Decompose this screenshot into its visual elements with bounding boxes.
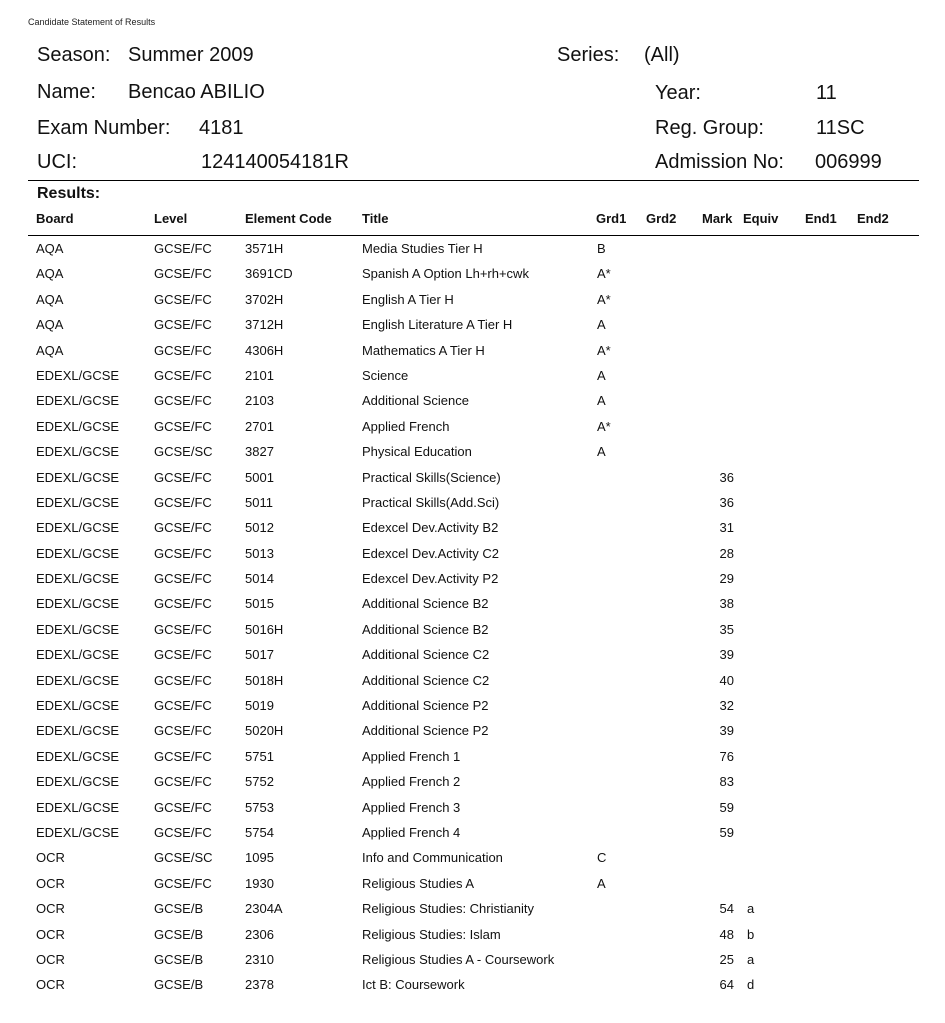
row-level: GCSE/SC (154, 444, 213, 460)
table-row (0, 518, 945, 543)
row-mark: 32 (719, 698, 734, 714)
table-row (0, 696, 945, 721)
row-level: GCSE/FC (154, 317, 212, 333)
row-element-code: 5016H (245, 621, 284, 637)
row-grd1: A (597, 317, 606, 333)
row-board: EDEXL/GCSE (36, 418, 120, 434)
row-mark: 36 (719, 494, 734, 510)
row-element-code: 5017 (245, 647, 274, 663)
table-row (0, 671, 945, 696)
row-grd1: A (597, 367, 606, 383)
row-element-code: 2101 (245, 367, 274, 383)
year-value: 11 (816, 82, 837, 104)
row-board: EDEXL/GCSE (36, 647, 120, 663)
row-mark: 38 (719, 596, 734, 612)
table-row (0, 239, 945, 264)
row-title: Additional Science B2 (362, 596, 489, 612)
row-grd1: C (597, 850, 607, 866)
row-level: GCSE/FC (154, 875, 212, 891)
row-equiv: b (747, 926, 755, 942)
row-board: EDEXL/GCSE (36, 545, 120, 561)
row-board: EDEXL/GCSE (36, 596, 120, 612)
col-element-code: Element Code (245, 211, 332, 226)
row-element-code: 2701 (245, 418, 274, 434)
document-caption: Candidate Statement of Results (28, 17, 156, 27)
row-level: GCSE/FC (154, 418, 212, 434)
row-title: Info and Communication (362, 850, 503, 866)
row-level: GCSE/FC (154, 748, 212, 764)
row-board: AQA (36, 317, 64, 333)
exam-number-value: 4181 (199, 117, 244, 139)
exam-number-label: Exam Number: (37, 117, 171, 139)
admission-no-label: Admission No: (655, 151, 784, 173)
col-end2: End2 (857, 211, 889, 226)
row-element-code: 5014 (245, 571, 274, 587)
row-level: GCSE/FC (154, 393, 212, 409)
table-row (0, 645, 945, 670)
col-title: Title (362, 211, 389, 226)
row-title: Additional Science C2 (362, 647, 490, 663)
season-value: Summer 2009 (128, 44, 254, 66)
row-title: English Literature A Tier H (362, 317, 513, 333)
row-element-code: 3571H (245, 241, 284, 256)
row-element-code: 1095 (245, 850, 274, 866)
table-row (0, 772, 945, 797)
row-level: GCSE/B (154, 926, 204, 942)
table-row (0, 747, 945, 772)
row-element-code: 5001 (245, 469, 274, 485)
row-title: Practical Skills(Add.Sci) (362, 494, 500, 510)
row-level: GCSE/FC (154, 672, 212, 688)
row-board: OCR (36, 850, 65, 866)
row-board: EDEXL/GCSE (36, 621, 120, 637)
row-board: EDEXL/GCSE (36, 494, 120, 510)
row-mark: 48 (719, 926, 734, 942)
row-element-code: 5011 (245, 494, 273, 510)
season-label: Season: (37, 44, 111, 66)
row-mark: 36 (719, 469, 734, 485)
table-row (0, 366, 945, 391)
row-element-code: 5752 (245, 774, 274, 790)
row-title: Additional Science C2 (362, 672, 490, 688)
row-element-code: 5013 (245, 545, 274, 561)
table-row (0, 391, 945, 416)
row-element-code: 5754 (245, 824, 274, 840)
row-grd1: B (597, 241, 606, 256)
row-mark: 40 (719, 672, 734, 688)
table-row (0, 620, 945, 645)
row-board: EDEXL/GCSE (36, 774, 120, 790)
row-level: GCSE/FC (154, 520, 212, 536)
row-title: Additional Science P2 (362, 723, 489, 739)
row-element-code: 2378 (245, 977, 274, 993)
row-mark: 39 (719, 723, 734, 739)
row-grd1: A* (597, 342, 611, 358)
row-element-code: 5012 (245, 520, 274, 536)
row-element-code: 2306 (245, 926, 274, 942)
row-level: GCSE/FC (154, 266, 212, 282)
row-title: Additional Science P2 (362, 698, 489, 714)
row-title: Additional Science B2 (362, 621, 489, 637)
row-title: Religious Studies: Islam (362, 926, 501, 942)
row-element-code: 2310 (245, 951, 274, 967)
table-row (0, 874, 945, 899)
row-element-code: 5020H (245, 723, 284, 739)
row-level: GCSE/FC (154, 291, 212, 307)
row-grd1: A (597, 444, 606, 460)
row-title: Edexcel Dev.Activity B2 (362, 520, 499, 536)
row-board: OCR (36, 875, 65, 891)
row-mark: 59 (719, 799, 734, 815)
table-row (0, 950, 945, 975)
col-end1: End1 (805, 211, 837, 226)
table-row (0, 544, 945, 569)
row-element-code: 2304A (245, 901, 283, 917)
row-element-code: 5018H (245, 672, 284, 688)
row-mark: 59 (719, 824, 734, 840)
row-board: EDEXL/GCSE (36, 393, 120, 409)
table-row (0, 848, 945, 873)
row-level: GCSE/FC (154, 698, 212, 714)
results-label: Results: (37, 185, 101, 202)
row-mark: 28 (719, 545, 734, 561)
table-row (0, 468, 945, 493)
row-element-code: 3702H (245, 291, 284, 307)
row-level: GCSE/B (154, 977, 204, 993)
row-title: Additional Science (362, 393, 469, 409)
results-table (0, 239, 945, 1001)
header-divider (28, 180, 919, 181)
row-level: GCSE/FC (154, 774, 212, 790)
table-row (0, 823, 945, 848)
row-mark: 64 (719, 977, 734, 993)
row-board: OCR (36, 901, 65, 917)
col-mark: Mark (702, 211, 733, 226)
table-row (0, 290, 945, 315)
row-title: Spanish A Option Lh+rh+cwk (362, 266, 529, 282)
row-grd1: A* (597, 266, 611, 282)
row-equiv: a (747, 951, 755, 967)
row-element-code: 2103 (245, 393, 274, 409)
row-title: Edexcel Dev.Activity C2 (362, 545, 500, 561)
row-board: EDEXL/GCSE (36, 520, 120, 536)
row-equiv: d (747, 977, 755, 993)
table-row (0, 264, 945, 289)
row-level: GCSE/FC (154, 367, 212, 383)
table-row (0, 569, 945, 594)
table-row (0, 442, 945, 467)
row-board: EDEXL/GCSE (36, 799, 120, 815)
row-grd1: A (597, 875, 606, 891)
row-title: Physical Education (362, 444, 472, 460)
row-level: GCSE/FC (154, 545, 212, 561)
row-level: GCSE/FC (154, 621, 212, 637)
table-row (0, 798, 945, 823)
row-board: OCR (36, 926, 65, 942)
row-level: GCSE/FC (154, 824, 212, 840)
row-title: Applied French 2 (362, 774, 461, 790)
row-mark: 54 (719, 901, 734, 917)
row-title: Ict B: Coursework (362, 977, 465, 993)
col-board: Board (36, 211, 74, 226)
row-title: Religious Studies A - Coursework (362, 951, 555, 967)
table-row (0, 341, 945, 366)
row-level: GCSE/FC (154, 494, 212, 510)
row-equiv: a (747, 901, 755, 917)
row-mark: 39 (719, 647, 734, 663)
row-board: EDEXL/GCSE (36, 748, 120, 764)
row-level: GCSE/FC (154, 596, 212, 612)
row-level: GCSE/FC (154, 647, 212, 663)
row-board: AQA (36, 266, 64, 282)
row-board: AQA (36, 342, 64, 358)
table-row (0, 594, 945, 619)
column-header-divider (28, 235, 919, 236)
table-row (0, 721, 945, 746)
row-title: English A Tier H (362, 291, 454, 307)
row-board: AQA (36, 291, 64, 307)
col-equiv: Equiv (743, 211, 779, 226)
col-grd2: Grd2 (646, 211, 677, 226)
reg-group-value: 11SC (816, 117, 865, 139)
row-level: GCSE/SC (154, 850, 213, 866)
row-board: AQA (36, 241, 64, 256)
row-title: Media Studies Tier H (362, 241, 483, 256)
row-title: Practical Skills(Science) (362, 469, 501, 485)
row-mark: 25 (719, 951, 734, 967)
row-level: GCSE/FC (154, 723, 212, 739)
row-level: GCSE/FC (154, 469, 212, 485)
series-label: Series: (557, 44, 620, 66)
row-board: EDEXL/GCSE (36, 723, 120, 739)
table-row (0, 315, 945, 340)
row-level: GCSE/FC (154, 342, 212, 358)
row-title: Science (362, 367, 409, 383)
row-mark: 29 (719, 571, 734, 587)
admission-no-value: 006999 (815, 151, 882, 173)
row-title: Applied French 1 (362, 748, 461, 764)
col-level: Level (154, 211, 188, 226)
row-title: Applied French 3 (362, 799, 461, 815)
row-element-code: 5015 (245, 596, 274, 612)
table-row (0, 925, 945, 950)
row-mark: 31 (719, 520, 734, 536)
row-board: EDEXL/GCSE (36, 444, 120, 460)
row-element-code: 3827 (245, 444, 274, 460)
row-board: EDEXL/GCSE (36, 367, 120, 383)
row-grd1: A* (597, 418, 611, 434)
name-label: Name: (37, 81, 96, 103)
table-row (0, 493, 945, 518)
row-element-code: 3691CD (245, 266, 293, 282)
series-value: (All) (644, 44, 680, 66)
row-element-code: 5019 (245, 698, 274, 714)
row-title: Edexcel Dev.Activity P2 (362, 571, 499, 587)
uci-value: 124140054181R (201, 151, 349, 173)
row-title: Religious Studies: Christianity (362, 901, 534, 917)
row-element-code: 3712H (245, 317, 284, 333)
row-level: GCSE/B (154, 901, 204, 917)
row-level: GCSE/FC (154, 241, 212, 256)
name-value: Bencao ABILIO (128, 81, 265, 103)
row-level: GCSE/FC (154, 571, 212, 587)
row-mark: 83 (719, 774, 734, 790)
col-grd1: Grd1 (596, 211, 627, 226)
row-title: Applied French (362, 418, 450, 434)
row-element-code: 1930 (245, 875, 274, 891)
row-board: EDEXL/GCSE (36, 469, 120, 485)
row-title: Mathematics A Tier H (362, 342, 485, 358)
row-element-code: 4306H (245, 342, 284, 358)
row-board: OCR (36, 951, 65, 967)
row-board: EDEXL/GCSE (36, 824, 120, 840)
row-title: Applied French 4 (362, 824, 461, 840)
table-row (0, 417, 945, 442)
row-mark: 35 (719, 621, 734, 637)
uci-label: UCI: (37, 151, 77, 173)
row-grd1: A* (597, 291, 611, 307)
year-label: Year: (655, 82, 701, 104)
row-title: Religious Studies A (362, 875, 475, 891)
row-level: GCSE/FC (154, 799, 212, 815)
row-board: EDEXL/GCSE (36, 571, 120, 587)
table-row (0, 975, 945, 1000)
row-grd1: A (597, 393, 606, 409)
row-level: GCSE/B (154, 951, 204, 967)
row-element-code: 5751 (245, 748, 274, 764)
row-board: EDEXL/GCSE (36, 698, 120, 714)
row-mark: 76 (719, 748, 734, 764)
row-board: OCR (36, 977, 65, 993)
row-board: EDEXL/GCSE (36, 672, 120, 688)
row-element-code: 5753 (245, 799, 274, 815)
table-row (0, 899, 945, 924)
reg-group-label: Reg. Group: (655, 117, 764, 139)
